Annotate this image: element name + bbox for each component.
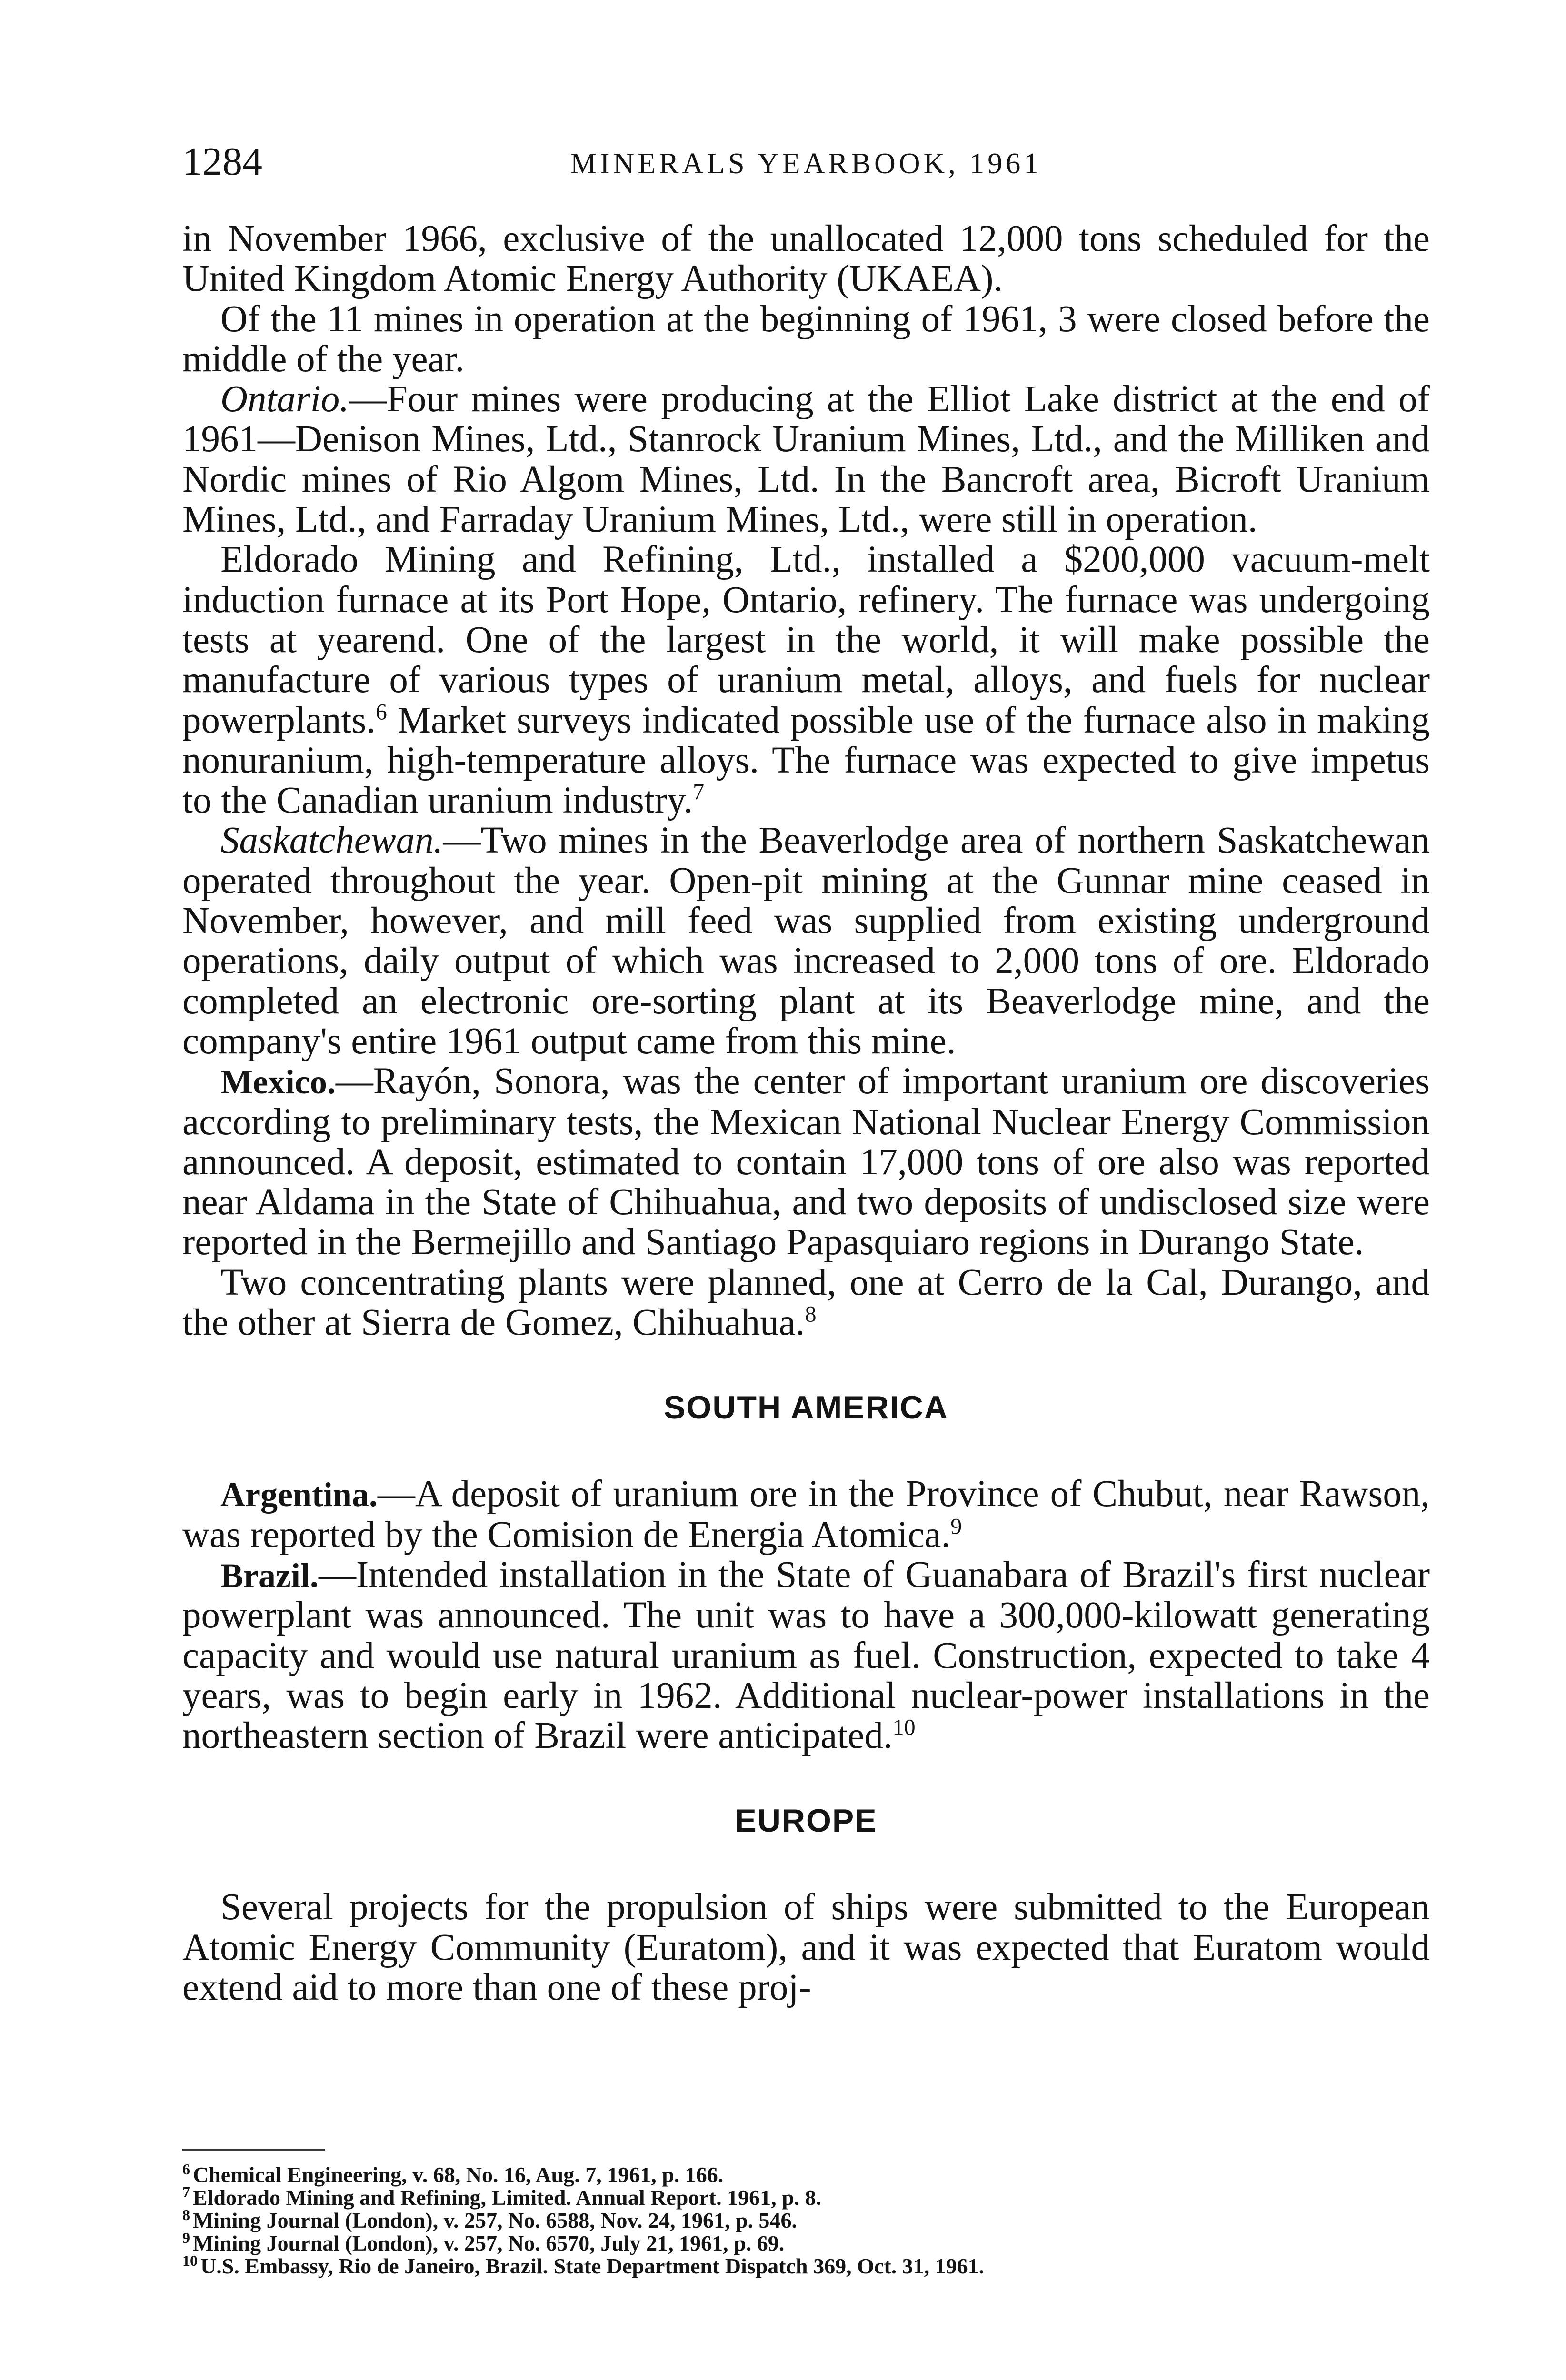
paragraph-eldorado <box>182 540 1430 821</box>
footnote-ref: 6 <box>375 699 387 725</box>
paragraph <box>182 299 1430 380</box>
footnote-text: Mining Journal (London), v. 257, No. 6588, Nov. 24, 1961, p. 546. <box>193 2208 798 2232</box>
paragraph-brazil <box>182 1555 1430 1756</box>
footnote <box>182 2183 1430 2210</box>
paragraph-text: Eldorado Mining and Refining, Ltd., installed a $200,000 vacuum-melt induction furnace at its Port Hope, Ontario, refinery. The furnace was undergoing tests at yearend. One of the largest in the world, it will make possible the manufacture of various types of uranium metal, alloys, and fuels for nuclear powerplants. <box>182 539 1430 741</box>
body-text <box>182 219 1430 2008</box>
paragraph-text: —A deposit of uranium ore in the Province of Chubut, near Rawson, was reported by the Comision de Energia Atomica. <box>182 1473 1430 1556</box>
footnote <box>182 2229 1430 2255</box>
section-heading-south-america: SOUTH AMERICA <box>664 1389 948 1426</box>
paragraph-text: —Intended installation in the State of Guanabara of Brazil's first nuclear powerplant was announced. The unit was to have a 300,000-kilowatt generating capacity and would use natural uranium as fuel. Construction, expected to take 4 years, was to begin early in 1962. Additional nuclear-power installations in the northeastern section of Brazil were anticipated. <box>182 1554 1430 1757</box>
paragraph-ontario <box>182 379 1430 540</box>
paragraph-text: Market surveys indicated possible use of the furnace also in making nonuranium, high-temperature alloys. The furnace was expected to give impetus to the Canadian uranium industry. <box>182 699 1430 822</box>
paragraph-text: —Four mines were producing at the Elliot Lake district at the end of 1961—Denison Mines, Ltd., Stanrock Uranium Mines, Ltd., and the Milliken and Nordic mines of Rio Algom Mines, Ltd. In the Bancroft area, Bicroft Uranium Mines, Ltd., and Farraday Uranium Mines, Ltd., were still in operation. <box>182 378 1430 541</box>
page-header <box>182 138 1430 195</box>
footnote-mark: 10 <box>182 2251 198 2269</box>
footnote-mark: 9 <box>182 2229 190 2246</box>
paragraph-text: —Rayón, Sonora, was the center of important uranium ore discoveries according to preliminary tests, the Mexican National Nuclear Energy Commission announced. A deposit, estimated to contain 17,000 tons of ore also was reported near Aldama in the State of Chihuahua, and two deposits of undisclosed size were reported in the Bermejillo and Santiago Papasquiaro regions in Durango State. <box>182 1061 1430 1263</box>
footnote-text: Chemical Engineering, v. 68, No. 16, Aug. 7, 1961, p. 166. <box>193 2162 724 2187</box>
paragraph-saskatchewan <box>182 821 1430 1061</box>
run-in-heading: Ontario. <box>220 378 349 420</box>
paragraph-argentina <box>182 1474 1430 1555</box>
footnote-text: Eldorado Mining and Refining, Limited. Annual Report. 1961, p. 8. <box>193 2185 822 2210</box>
paragraph-text: in November 1966, exclusive of the unallocated 12,000 tons scheduled for the United Kingdom Atomic Energy Authority (UKAEA). <box>182 218 1430 300</box>
footnote <box>182 2206 1430 2232</box>
page-number: 1284 <box>182 139 262 184</box>
paragraph <box>182 1263 1430 1343</box>
footnote-divider <box>182 2149 325 2151</box>
footnote-ref: 7 <box>693 779 705 805</box>
footnote-mark: 6 <box>182 2160 190 2178</box>
section-heading-europe: EUROPE <box>735 1803 878 1839</box>
footnote-mark: 8 <box>182 2206 190 2223</box>
paragraph-europe <box>182 1887 1430 2008</box>
footnote-text: U.S. Embassy, Rio de Janeiro, Brazil. State Department Dispatch 369, Oct. 31, 1961. <box>200 2254 985 2278</box>
run-in-heading: Argentina. <box>220 1476 378 1514</box>
footnote-ref: 10 <box>892 1715 916 1740</box>
footnote-text: Mining Journal (London), v. 257, No. 6570, July 21, 1961, p. 69. <box>193 2231 785 2255</box>
paragraph <box>182 219 1430 299</box>
footnote <box>182 2251 1430 2278</box>
paragraph-text: Of the 11 mines in operation at the beginning of 1961, 3 were closed before the middle of the year. <box>182 298 1430 380</box>
paragraph-text: Several projects for the propulsion of ships were submitted to the European Atomic Energy Community (Euratom), and it was expected that Euratom would extend aid to more than one of these proj- <box>182 1886 1430 2008</box>
footnote-ref: 9 <box>950 1514 962 1539</box>
running-head: MINERALS YEARBOOK, 1961 <box>570 148 1042 180</box>
run-in-heading: Mexico. <box>220 1063 336 1101</box>
paragraph-mexico <box>182 1061 1430 1262</box>
run-in-heading: Brazil. <box>220 1556 319 1595</box>
paragraph-text: —Two mines in the Beaverlodge area of northern Saskatchewan operated throughout the year. Open-pit mining at the Gunnar mine ceased in November, however, and mill feed was supplied from existing underground operations, daily output of which was increased to 2,000 tons of ore. Eldorado completed an electronic ore-sorting plant at its Beaverlodge mine, and the company's entire 1961 output came from this mine. <box>182 820 1430 1062</box>
paragraph-text: Two concentrating plants were planned, one at Cerro de la Cal, Durango, and the other at Sierra de Gomez, Chihuahua. <box>182 1261 1430 1344</box>
run-in-heading: Saskatchewan. <box>220 820 443 862</box>
footnote <box>182 2160 1430 2187</box>
footnote-mark: 7 <box>182 2183 190 2201</box>
footnote-ref: 8 <box>805 1301 817 1327</box>
footnotes <box>182 2160 1430 2278</box>
